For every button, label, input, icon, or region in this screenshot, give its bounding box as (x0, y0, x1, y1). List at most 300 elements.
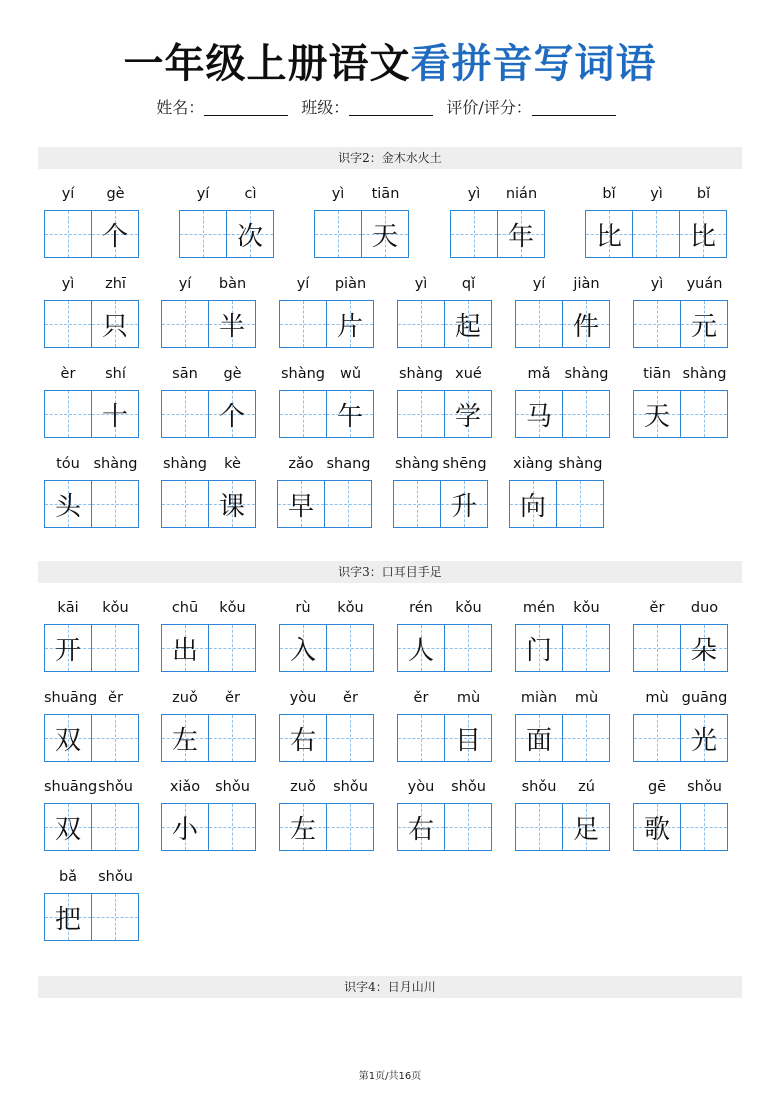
writing-cells (585, 210, 727, 258)
pinyin-syllable: ěr (649, 600, 665, 616)
word-item (161, 366, 256, 442)
word-item (397, 276, 492, 352)
pinyin-row (44, 600, 139, 620)
pinyin-syllable: zǎo (288, 456, 314, 472)
tianzige-cell-filled (445, 390, 492, 438)
tianzige-cell-filled (681, 300, 728, 348)
tianzige-cell-blank[interactable] (633, 300, 681, 348)
word-item (509, 456, 604, 532)
pinyin-row (633, 276, 728, 296)
pinyin-syllable: mù (456, 690, 481, 706)
character: 比 (689, 221, 716, 252)
pinyin-row (161, 456, 256, 476)
character: 次 (236, 221, 263, 252)
tianzige-cell-filled (509, 480, 557, 528)
pinyin-syllable: bǐ (602, 186, 616, 202)
pinyin-syllable: shàng (558, 456, 603, 472)
tianzige-cell-blank[interactable] (633, 624, 681, 672)
tianzige-cell-filled (585, 210, 633, 258)
tianzige-cell-filled (161, 714, 209, 762)
pinyin-row (515, 779, 610, 799)
tianzige-cell-filled (445, 714, 492, 762)
word-item (44, 779, 139, 855)
writing-cells (277, 480, 372, 528)
character: 半 (218, 311, 245, 342)
pinyin-syllable: tiān (371, 186, 400, 202)
pinyin-row (509, 456, 604, 476)
tianzige-cell-filled (397, 803, 445, 851)
tianzige-cell-filled (445, 300, 492, 348)
pinyin-syllable: xiǎo (169, 779, 201, 795)
pinyin-row (585, 186, 727, 206)
word-item (279, 690, 374, 766)
tianzige-cell-blank[interactable] (314, 210, 362, 258)
pinyin-syllable: shǒu (451, 779, 486, 795)
pinyin-syllable: gè (106, 186, 125, 202)
character: 天 (371, 221, 398, 252)
tianzige-cell-blank[interactable] (327, 624, 374, 672)
tianzige-cell-filled (44, 803, 92, 851)
character: 出 (171, 635, 198, 666)
writing-cells (397, 714, 492, 762)
word-item (633, 366, 728, 442)
tianzige-cell-blank[interactable] (325, 480, 372, 528)
pinyin-row (279, 779, 374, 799)
tianzige-cell-filled (92, 300, 139, 348)
character: 左 (171, 725, 198, 756)
word-item (277, 456, 372, 532)
pinyin-syllable: kāi (57, 600, 79, 616)
writing-cells (633, 390, 728, 438)
word-item (314, 186, 409, 262)
writing-cells (44, 390, 139, 438)
pinyin-row (397, 366, 492, 386)
tianzige-cell-blank[interactable] (681, 390, 728, 438)
name-blank[interactable] (204, 115, 288, 116)
writing-cells (450, 210, 545, 258)
tianzige-cell-blank[interactable] (450, 210, 498, 258)
section-heading: 识字4：日月山川 (38, 976, 742, 998)
pinyin-syllable: kǒu (455, 600, 482, 616)
pinyin-syllable: yì (414, 276, 428, 292)
writing-cells (179, 210, 274, 258)
pinyin-syllable: bǎ (58, 869, 78, 885)
pinyin-syllable: mù (574, 690, 599, 706)
pinyin-syllable: shēng (442, 456, 487, 472)
tianzige-cell-blank[interactable] (44, 210, 92, 258)
tianzige-cell-blank[interactable] (681, 803, 728, 851)
pinyin-syllable: shang (326, 456, 371, 472)
tianzige-cell-blank[interactable] (92, 714, 139, 762)
section-heading: 识字3：口耳目手足 (38, 561, 742, 583)
score-label: 评价/评分： (446, 98, 532, 117)
character: 开 (54, 635, 81, 666)
word-item (44, 276, 139, 352)
pinyin-syllable: bàn (218, 276, 247, 292)
tianzige-cell-filled (92, 210, 139, 258)
writing-cells (633, 624, 728, 672)
pinyin-syllable: xué (455, 366, 482, 382)
writing-cells (515, 624, 610, 672)
writing-cells (161, 803, 256, 851)
character: 门 (525, 635, 552, 666)
pinyin-row (161, 600, 256, 620)
pinyin-row (633, 366, 728, 386)
pinyin-row (279, 276, 374, 296)
tianzige-cell-blank[interactable] (633, 714, 681, 762)
pinyin-syllable: duo (690, 600, 719, 616)
pinyin-syllable: mǎ (527, 366, 551, 382)
writing-cells (279, 714, 374, 762)
word-item (397, 366, 492, 442)
word-item (279, 600, 374, 676)
writing-cells (44, 210, 139, 258)
tianzige-cell-filled (515, 390, 563, 438)
writing-cells (515, 714, 610, 762)
tianzige-cell-filled (277, 480, 325, 528)
tianzige-cell-filled (515, 714, 563, 762)
word-item (515, 366, 610, 442)
pinyin-syllable: cì (244, 186, 257, 202)
pinyin-syllable: shàng (682, 366, 727, 382)
tianzige-cell-blank[interactable] (44, 390, 92, 438)
word-item (44, 869, 139, 945)
tianzige-cell-blank[interactable] (397, 390, 445, 438)
tianzige-cell-blank[interactable] (209, 624, 256, 672)
character: 光 (690, 725, 717, 756)
pinyin-row (397, 779, 492, 799)
word-item (161, 600, 256, 676)
character: 件 (572, 311, 599, 342)
word-item (515, 600, 610, 676)
writing-cells (279, 390, 374, 438)
pinyin-row (179, 186, 274, 206)
pinyin-syllable: yì (467, 186, 481, 202)
tianzige-cell-blank[interactable] (445, 624, 492, 672)
pinyin-row (397, 600, 492, 620)
tianzige-cell-filled (209, 300, 256, 348)
tianzige-cell-filled (161, 803, 209, 851)
tianzige-cell-filled (362, 210, 409, 258)
pinyin-syllable: guāng (681, 690, 728, 706)
word-item (161, 690, 256, 766)
pinyin-syllable: sān (172, 366, 198, 382)
word-item (393, 456, 488, 532)
tianzige-cell-blank[interactable] (209, 714, 256, 762)
pinyin-syllable: gè (223, 366, 242, 382)
writing-cells (44, 624, 139, 672)
writing-cells (161, 480, 256, 528)
pinyin-syllable: shuāng (44, 779, 98, 795)
word-item (515, 276, 610, 352)
tianzige-cell-blank[interactable] (563, 390, 610, 438)
word-item (515, 779, 610, 855)
pinyin-row (44, 779, 139, 799)
tianzige-cell-blank[interactable] (279, 390, 327, 438)
word-item (161, 456, 256, 532)
word-item (633, 600, 728, 676)
tianzige-cell-filled (279, 624, 327, 672)
pinyin-row (279, 690, 374, 710)
word-item (279, 276, 374, 352)
word-item (633, 690, 728, 766)
pinyin-syllable: ěr (225, 690, 240, 706)
character: 马 (525, 401, 552, 432)
title-black: 一年级上册语文 (123, 40, 411, 87)
character: 小 (171, 814, 198, 845)
pinyin-syllable: shàng (162, 456, 208, 472)
writing-cells (44, 300, 139, 348)
name-label: 姓名： (156, 98, 205, 117)
tianzige-cell-blank[interactable] (633, 210, 680, 258)
word-item (397, 779, 492, 855)
pinyin-syllable: yì (61, 276, 75, 292)
word-item (515, 690, 610, 766)
tianzige-cell-blank[interactable] (161, 300, 209, 348)
pinyin-syllable: yí (196, 186, 210, 202)
pinyin-syllable: jiàn (573, 276, 600, 292)
pinyin-syllable: ěr (413, 690, 429, 706)
tianzige-cell-filled (92, 390, 139, 438)
tianzige-cell-blank[interactable] (209, 803, 256, 851)
tianzige-cell-blank[interactable] (179, 210, 227, 258)
tianzige-cell-blank[interactable] (563, 714, 610, 762)
pinyin-row (44, 366, 139, 386)
tianzige-cell-filled (227, 210, 274, 258)
pinyin-syllable: yòu (289, 690, 317, 706)
pinyin-syllable: yì (650, 186, 663, 202)
writing-cells (279, 803, 374, 851)
character: 个 (101, 221, 128, 252)
pinyin-syllable: bǐ (696, 186, 711, 202)
character: 只 (101, 311, 128, 342)
pinyin-syllable: qǐ (461, 276, 476, 292)
tianzige-cell-filled (498, 210, 545, 258)
character: 午 (336, 401, 363, 432)
pinyin-syllable: shǒu (98, 779, 133, 795)
tianzige-cell-filled (397, 624, 445, 672)
writing-cells (633, 714, 728, 762)
pinyin-syllable: tóu (56, 456, 80, 472)
tianzige-cell-blank[interactable] (92, 803, 139, 851)
pinyin-row (279, 600, 374, 620)
character: 十 (101, 401, 128, 432)
tianzige-cell-filled (680, 210, 727, 258)
writing-cells (161, 300, 256, 348)
pinyin-row (161, 276, 256, 296)
tianzige-cell-filled (209, 480, 256, 528)
character: 个 (218, 401, 245, 432)
character: 天 (643, 401, 670, 432)
word-item (633, 276, 728, 352)
pinyin-syllable: mù (645, 690, 669, 706)
tianzige-cell-blank[interactable] (161, 390, 209, 438)
pinyin-row (397, 276, 492, 296)
character: 目 (454, 725, 481, 756)
pinyin-syllable: kǒu (219, 600, 246, 616)
pinyin-syllable: shǒu (333, 779, 368, 795)
character: 元 (690, 311, 717, 342)
writing-cells (515, 390, 610, 438)
tianzige-cell-filled (44, 624, 92, 672)
tianzige-cell-blank[interactable] (92, 480, 139, 528)
pinyin-syllable: shàng (280, 366, 326, 382)
character: 头 (54, 491, 81, 522)
tianzige-cell-blank[interactable] (557, 480, 604, 528)
pinyin-syllable: yì (650, 276, 664, 292)
tianzige-cell-filled (44, 893, 92, 941)
word-item (397, 600, 492, 676)
writing-cells (314, 210, 409, 258)
pinyin-row (279, 366, 374, 386)
character: 向 (519, 491, 546, 522)
tianzige-cell-blank[interactable] (279, 300, 327, 348)
pinyin-syllable: yuán (686, 276, 723, 292)
character: 右 (407, 814, 434, 845)
character: 足 (572, 814, 599, 845)
word-item (279, 779, 374, 855)
pinyin-syllable: shǒu (521, 779, 557, 795)
word-item (161, 276, 256, 352)
pinyin-row (277, 456, 372, 476)
pinyin-row (314, 186, 409, 206)
class-label: 班级： (301, 98, 350, 117)
pinyin-row (161, 690, 256, 710)
pinyin-syllable: yí (61, 186, 75, 202)
tianzige-cell-filled (563, 300, 610, 348)
word-item (450, 186, 545, 262)
pinyin-syllable: zuǒ (172, 690, 198, 706)
tianzige-cell-filled (633, 390, 681, 438)
character: 右 (289, 725, 316, 756)
tianzige-cell-blank[interactable] (92, 624, 139, 672)
pinyin-syllable: ěr (108, 690, 123, 706)
pinyin-syllable: shǒu (215, 779, 250, 795)
page-footer: 第1页/共16页 (358, 1071, 422, 1082)
tianzige-cell-blank[interactable] (515, 803, 563, 851)
word-item (633, 779, 728, 855)
character: 朵 (690, 635, 717, 666)
pinyin-row (397, 690, 492, 710)
tianzige-cell-blank[interactable] (161, 480, 209, 528)
pinyin-syllable: zú (578, 779, 595, 795)
pinyin-syllable: yí (178, 276, 192, 292)
writing-cells (633, 803, 728, 851)
character: 入 (289, 635, 316, 666)
pinyin-syllable: shí (105, 366, 126, 382)
class-blank[interactable] (349, 115, 433, 116)
writing-cells (509, 480, 604, 528)
tianzige-cell-blank[interactable] (563, 624, 610, 672)
pinyin-syllable: zuǒ (290, 779, 316, 795)
writing-cells (515, 803, 610, 851)
pinyin-syllable: rén (409, 600, 433, 616)
tianzige-cell-blank[interactable] (92, 893, 139, 941)
pinyin-syllable: chū (171, 600, 199, 616)
writing-cells (393, 480, 488, 528)
pinyin-syllable: piàn (334, 276, 367, 292)
character: 歌 (643, 814, 670, 845)
tianzige-cell-filled (327, 390, 374, 438)
word-item (585, 186, 727, 262)
score-blank[interactable] (532, 115, 616, 116)
pinyin-syllable: shàng (93, 456, 138, 472)
character: 升 (450, 491, 477, 522)
pinyin-syllable: shàng (394, 456, 440, 472)
writing-cells (161, 714, 256, 762)
title-blue: 看拼音写词语 (410, 40, 657, 87)
pinyin-row (393, 456, 488, 476)
tianzige-cell-filled (563, 803, 610, 851)
writing-cells (44, 893, 139, 941)
page-title (0, 32, 780, 89)
tianzige-cell-blank[interactable] (44, 300, 92, 348)
character: 比 (595, 221, 622, 252)
word-item (179, 186, 274, 262)
tianzige-cell-filled (681, 624, 728, 672)
writing-cells (633, 300, 728, 348)
pinyin-syllable: yí (532, 276, 546, 292)
tianzige-cell-blank[interactable] (327, 714, 374, 762)
pinyin-syllable: wǔ (339, 366, 362, 382)
pinyin-syllable: kǒu (573, 600, 600, 616)
tianzige-cell-filled (161, 624, 209, 672)
tianzige-cell-filled (681, 714, 728, 762)
student-info (0, 95, 780, 118)
pinyin-row (633, 600, 728, 620)
tianzige-cell-filled (327, 300, 374, 348)
pinyin-syllable: rù (295, 600, 311, 616)
tianzige-cell-blank[interactable] (397, 300, 445, 348)
writing-cells (397, 624, 492, 672)
pinyin-row (633, 690, 728, 710)
character: 年 (507, 221, 534, 252)
pinyin-syllable: xiàng (513, 456, 553, 472)
tianzige-cell-blank[interactable] (393, 480, 441, 528)
character: 学 (454, 401, 481, 432)
writing-cells (397, 300, 492, 348)
tianzige-cell-blank[interactable] (445, 803, 492, 851)
writing-cells (397, 390, 492, 438)
pinyin-syllable: gē (647, 779, 667, 795)
pinyin-syllable: ěr (343, 690, 358, 706)
writing-cells (44, 803, 139, 851)
pinyin-row (515, 276, 610, 296)
pinyin-row (44, 456, 139, 476)
pinyin-syllable: shàng (564, 366, 609, 382)
pinyin-row (515, 366, 610, 386)
character: 人 (407, 635, 434, 666)
tianzige-cell-blank[interactable] (327, 803, 374, 851)
tianzige-cell-blank[interactable] (515, 300, 563, 348)
section-heading: 识字2：金木水火土 (38, 147, 742, 169)
character: 课 (218, 491, 245, 522)
pinyin-syllable: kè (224, 456, 241, 472)
writing-cells (44, 714, 139, 762)
pinyin-syllable: miàn (520, 690, 558, 706)
character: 面 (525, 725, 552, 756)
character: 把 (54, 904, 81, 935)
character: 双 (54, 814, 81, 845)
pinyin-row (161, 779, 256, 799)
writing-cells (397, 803, 492, 851)
tianzige-cell-filled (279, 714, 327, 762)
pinyin-syllable: kǒu (102, 600, 129, 616)
writing-cells (279, 300, 374, 348)
tianzige-cell-blank[interactable] (397, 714, 445, 762)
character: 左 (289, 814, 316, 845)
tianzige-cell-filled (633, 803, 681, 851)
